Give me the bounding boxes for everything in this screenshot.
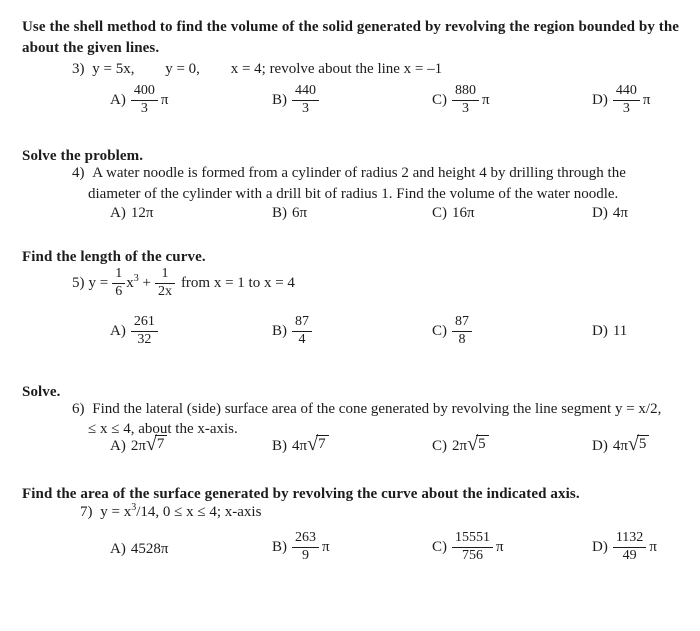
option-label: D) — [592, 538, 608, 555]
fraction — [452, 530, 493, 563]
fraction-denominator: 3 — [452, 100, 479, 117]
problem-5-statement — [72, 264, 295, 302]
fraction-denominator: 4 — [292, 331, 312, 348]
equation-middle — [126, 272, 151, 292]
problem-5-option-a — [110, 311, 158, 351]
problem-5-number: 5) — [72, 274, 85, 291]
option-label: C) — [432, 322, 447, 339]
option-value: 12π — [130, 205, 154, 221]
section-3-instruction: Find the length of the curve. — [22, 249, 206, 265]
problem-6-option-a: A) 2π √ 7 — [110, 437, 167, 455]
fraction-numerator: 440 — [295, 83, 316, 99]
radicand: 5 — [476, 435, 489, 452]
option-label: B) — [272, 322, 287, 339]
equation-domain: from x = 1 to x = 4 — [180, 274, 295, 291]
problem-4-statement-line1 — [72, 165, 626, 182]
problem-5-option-c — [432, 311, 472, 351]
radicand: 7 — [316, 435, 329, 452]
option-label: C) — [432, 438, 447, 454]
fraction-denominator: 756 — [452, 547, 493, 564]
fraction-numerator: 1132 — [615, 530, 644, 546]
fraction — [452, 83, 479, 116]
problem-4-statement-line2: diameter of the cylinder with a drill bit of radius 1. Find the volume of the water noodle. — [88, 186, 619, 202]
fraction-numerator: 440 — [615, 83, 637, 99]
problem-3-option-d — [592, 80, 650, 120]
problem-4-option-b — [272, 205, 307, 222]
pi-symbol: π — [322, 538, 330, 555]
problem-3-equation-1: y = 5x, — [92, 61, 135, 77]
option-label: B) — [272, 538, 287, 555]
pi-symbol: π — [642, 91, 651, 108]
problem-6-text: Find the lateral (side) surface area of the cone generated by revolving the line segment y = x/2, — [92, 401, 662, 417]
option-label: C) — [432, 205, 447, 221]
variable: x — [126, 274, 134, 291]
option-label: D) — [592, 205, 608, 221]
option-value: 11 — [612, 322, 628, 339]
section-5-instruction: Find the area of the surface generated by revolving the curve about the indicated axis. — [22, 486, 580, 502]
problem-5-option-b — [272, 311, 312, 351]
option-label: D) — [592, 438, 608, 454]
fraction-denominator: 8 — [452, 331, 472, 348]
fraction — [112, 266, 125, 299]
coefficient: 2π — [452, 438, 468, 454]
section-1-instruction-line1: Use the shell method to find the volume of the solid generated by revolving the region bounded by the — [22, 19, 680, 35]
problem-6-option-b: B) 4π √ 7 — [272, 437, 329, 455]
fraction-denominator: 3 — [131, 100, 158, 117]
fraction-numerator: 87 — [295, 314, 309, 330]
fraction — [613, 530, 646, 563]
fraction-numerator: 261 — [133, 314, 155, 330]
fraction-numerator: 263 — [295, 530, 316, 546]
equation-lhs: y = — [88, 274, 109, 291]
problem-3-option-c — [432, 80, 490, 120]
section-2-instruction: Solve the problem. — [22, 148, 144, 164]
fraction-denominator: 3 — [292, 100, 319, 117]
fraction-denominator: 3 — [613, 100, 640, 117]
option-label: C) — [432, 538, 447, 555]
problem-7-option-d — [592, 526, 657, 568]
plus-sign: + — [142, 274, 151, 291]
problem-5-option-d — [592, 311, 627, 351]
option-label: A) — [110, 91, 126, 108]
fraction-denominator: 32 — [131, 331, 158, 348]
problem-4-text: A water noodle is formed from a cylinder of radius 2 and height 4 by drilling through the — [92, 165, 626, 181]
problem-6-option-d: D) 4π √ 5 — [592, 437, 649, 455]
problem-4-option-c — [432, 205, 475, 222]
equation-rest: /14, 0 ≤ x ≤ 4; x-axis — [136, 504, 262, 520]
fraction-numerator: 400 — [133, 83, 155, 99]
problem-3-option-b — [272, 80, 319, 120]
coefficient: 2π — [130, 438, 146, 454]
fraction-numerator: 1 — [115, 266, 123, 282]
fraction-numerator: 15551 — [455, 530, 490, 546]
option-value: 4528π — [130, 541, 169, 557]
problem-7-option-c — [432, 526, 504, 568]
radicand: 7 — [155, 435, 168, 452]
option-label: A) — [110, 322, 126, 339]
problem-3-statement — [72, 61, 442, 78]
equation-lhs: y = x — [100, 504, 132, 520]
fraction — [131, 314, 158, 347]
option-label: A) — [110, 205, 126, 221]
section-4-instruction: Solve. — [22, 384, 61, 400]
fraction-numerator: 880 — [455, 83, 476, 99]
exponent: 3 — [133, 272, 139, 284]
problem-6-statement-line2: ≤ x ≤ 4, about the x-axis. — [88, 421, 238, 437]
fraction-numerator: 1 — [161, 266, 169, 282]
problem-3-number: 3) — [72, 61, 85, 77]
fraction-denominator: 2x — [155, 283, 175, 300]
pi-symbol: π — [160, 91, 169, 108]
option-label: D) — [592, 91, 608, 108]
problem-3-option-a — [110, 80, 168, 120]
option-label: D) — [592, 322, 608, 339]
problem-3-equation-3: x = 4; revolve about the line x = –1 — [230, 61, 443, 77]
pi-symbol: π — [482, 91, 490, 108]
problem-4-number: 4) — [72, 165, 85, 181]
problem-6-number: 6) — [72, 401, 85, 417]
option-label: B) — [272, 205, 287, 221]
exponent: 3 — [131, 502, 137, 513]
problem-6-statement-line1 — [72, 401, 661, 418]
fraction — [452, 314, 472, 347]
option-label: B) — [272, 438, 287, 454]
option-label: C) — [432, 91, 447, 108]
option-label: A) — [110, 438, 126, 454]
fraction — [131, 83, 158, 116]
pi-symbol: π — [496, 538, 504, 555]
option-label: A) — [110, 541, 126, 557]
coefficient: 4π — [292, 438, 308, 454]
problem-7-option-b — [272, 526, 330, 568]
option-label: B) — [272, 91, 287, 108]
section-1-instruction-line2: about the given lines. — [22, 40, 160, 56]
problem-4-option-a — [110, 205, 153, 222]
fraction-denominator: 9 — [292, 547, 319, 564]
fraction — [155, 266, 175, 299]
fraction-denominator: 49 — [613, 547, 646, 564]
problem-7-number: 7) — [80, 504, 93, 520]
option-value: 16π — [452, 205, 475, 221]
problem-6-option-c: C) 2π √ 5 — [432, 437, 489, 455]
pi-symbol: π — [649, 538, 657, 555]
option-value: 6π — [292, 205, 308, 221]
fraction — [292, 314, 312, 347]
radicand: 5 — [637, 435, 650, 452]
fraction-numerator: 87 — [455, 314, 469, 330]
option-value: 4π — [612, 205, 628, 221]
coefficient: 4π — [612, 438, 628, 454]
problem-3-equation-2: y = 0, — [165, 61, 200, 77]
problem-7-statement — [80, 504, 261, 521]
problem-4-option-d — [592, 205, 628, 222]
problem-7-option-a — [110, 541, 168, 558]
fraction — [613, 83, 640, 116]
fraction — [292, 83, 319, 116]
fraction-denominator: 6 — [112, 283, 125, 300]
fraction — [292, 530, 319, 563]
